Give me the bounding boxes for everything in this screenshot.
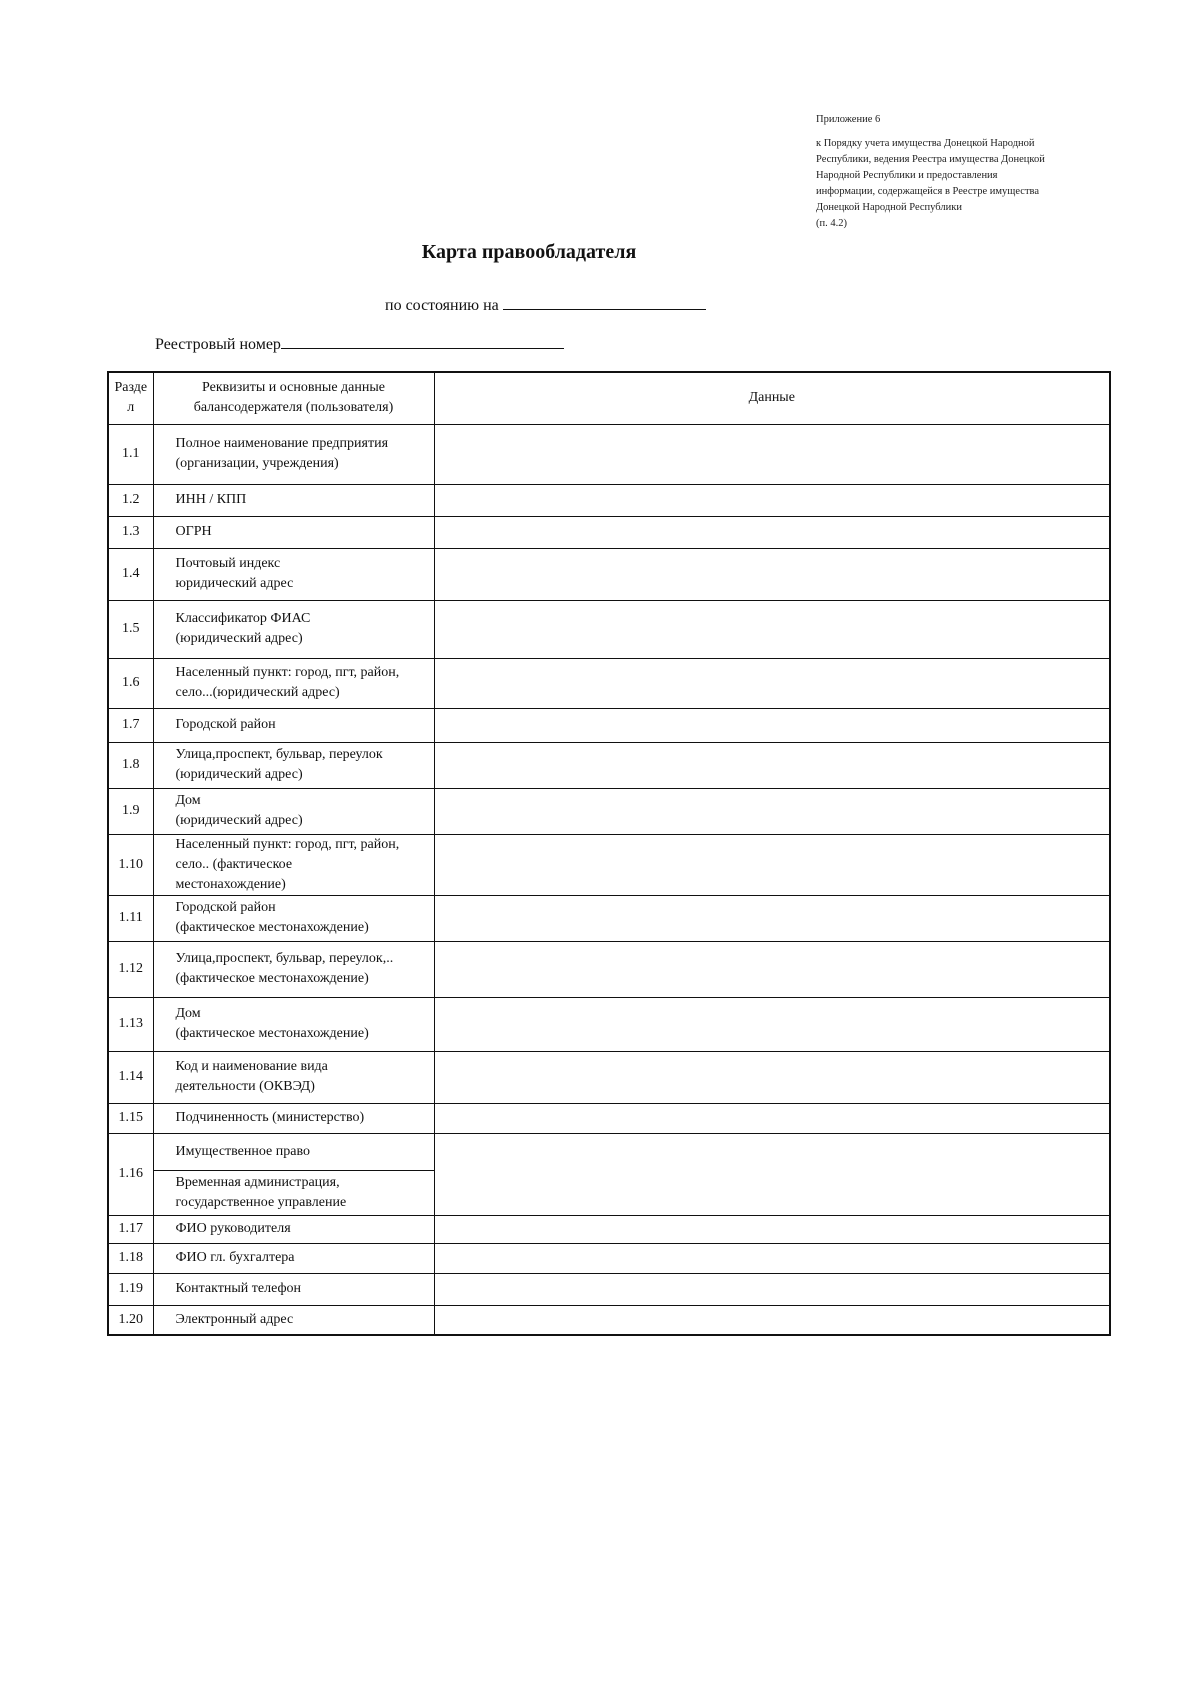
row-data-cell[interactable]: [434, 600, 1110, 658]
row-number: 1.2: [108, 484, 153, 516]
row-data-cell[interactable]: [434, 1051, 1110, 1103]
row-data-cell[interactable]: [434, 1273, 1110, 1305]
appendix-body: к Порядку учета имущества Донецкой Народной Республики, ведения Реестра имущества Донецкой Народной Республики и предоставления информации, содержащейся в Реестре имущества Донецкой Народной Республики (п. 4.2): [816, 138, 1045, 229]
row-number: 1.18: [108, 1243, 153, 1273]
table-row: [108, 941, 1110, 997]
rights-holder-table: [107, 371, 1111, 1336]
row-data-cell[interactable]: [434, 742, 1110, 788]
table-row: [108, 788, 1110, 834]
table-row: [108, 1133, 1110, 1215]
row-number: 1.11: [108, 895, 153, 941]
row-label: ФИО руководителя: [153, 1215, 434, 1243]
header-section: Разде л: [108, 372, 153, 424]
row-number: 1.14: [108, 1051, 153, 1103]
registry-number-blank-line[interactable]: [281, 332, 564, 349]
appendix-note: [816, 112, 1116, 232]
row-number: 1.8: [108, 742, 153, 788]
row-data-cell[interactable]: [434, 424, 1110, 484]
row-data-cell[interactable]: [434, 516, 1110, 548]
table-row: [108, 742, 1110, 788]
row-number: 1.1: [108, 424, 153, 484]
table-row: [108, 600, 1110, 658]
row-number: 1.3: [108, 516, 153, 548]
row-data-cell[interactable]: [434, 788, 1110, 834]
row-label: Населенный пункт: город, пгт, район, село.. (фактическое местонахождение): [153, 834, 434, 895]
row-number: 1.9: [108, 788, 153, 834]
table-row: [108, 895, 1110, 941]
row-number: 1.19: [108, 1273, 153, 1305]
table-row: [108, 424, 1110, 484]
row-data-cell[interactable]: [434, 548, 1110, 600]
row-data-cell[interactable]: [434, 997, 1110, 1051]
row-label: Классификатор ФИАС (юридический адрес): [153, 600, 434, 658]
row-label: Электронный адрес: [153, 1305, 434, 1335]
appendix-title: Приложение 6: [816, 114, 881, 125]
row-label: Полное наименование предприятия (организации, учреждения): [153, 424, 434, 484]
table-row: [108, 548, 1110, 600]
row-data-cell[interactable]: [434, 1243, 1110, 1273]
row-data-cell[interactable]: [434, 1103, 1110, 1133]
row-label-secondary: Временная администрация, государственное управление: [175, 1174, 347, 1210]
row-label: Имущественное право: [154, 1136, 434, 1171]
table-row: [108, 1273, 1110, 1305]
row-number: 1.13: [108, 997, 153, 1051]
row-number: 1.20: [108, 1305, 153, 1335]
row-label: Населенный пункт: город, пгт, район, село...(юридический адрес): [153, 658, 434, 708]
registry-number-field: [155, 332, 564, 354]
header-data: Данные: [434, 372, 1110, 424]
table-row: [108, 834, 1110, 895]
as-of-label: по состоянию на: [385, 297, 499, 314]
row-number: 1.5: [108, 600, 153, 658]
row-label: Дом (фактическое местонахождение): [153, 997, 434, 1051]
table-row: [108, 658, 1110, 708]
table-row: [108, 708, 1110, 742]
page-title: Карта правообладателя: [421, 241, 637, 263]
row-label: Код и наименование вида деятельности (ОКВЭД): [153, 1051, 434, 1103]
row-label: Улица,проспект, бульвар, переулок (юридический адрес): [153, 742, 434, 788]
table-row: [108, 1051, 1110, 1103]
row-number: 1.7: [108, 708, 153, 742]
as-of-blank-line[interactable]: [503, 293, 706, 310]
row-number: 1.4: [108, 548, 153, 600]
row-label: ИНН / КПП: [153, 484, 434, 516]
table-row: [108, 997, 1110, 1051]
row-label: ОГРН: [153, 516, 434, 548]
registry-number-label: Реестровый номер: [155, 336, 281, 353]
row-data-cell[interactable]: [434, 484, 1110, 516]
table-row: [108, 1215, 1110, 1243]
row-data-cell[interactable]: [434, 1133, 1110, 1215]
row-label: Улица,проспект, бульвар, переулок,.. (фактическое местонахождение): [153, 941, 434, 997]
row-data-cell[interactable]: [434, 1305, 1110, 1335]
header-details: Реквизиты и основные данные балансодержателя (пользователя): [153, 372, 434, 424]
row-label: Подчиненность (министерство): [153, 1103, 434, 1133]
table-row: [108, 1243, 1110, 1273]
row-data-cell[interactable]: [434, 658, 1110, 708]
row-data-cell[interactable]: [434, 708, 1110, 742]
row-label: ФИО гл. бухгалтера: [153, 1243, 434, 1273]
table-row: [108, 484, 1110, 516]
row-label: Контактный телефон: [153, 1273, 434, 1305]
row-data-cell[interactable]: [434, 941, 1110, 997]
row-label-group: [153, 1133, 434, 1215]
as-of-date-field: [385, 293, 706, 315]
row-label: Почтовый индекс юридический адрес: [153, 548, 434, 600]
table-row: [108, 516, 1110, 548]
row-data-cell[interactable]: [434, 834, 1110, 895]
row-number: 1.15: [108, 1103, 153, 1133]
row-label: Городской район: [153, 708, 434, 742]
row-data-cell[interactable]: [434, 1215, 1110, 1243]
row-number: 1.17: [108, 1215, 153, 1243]
row-label: Дом (юридический адрес): [153, 788, 434, 834]
row-number: 1.6: [108, 658, 153, 708]
table-header-row: [108, 372, 1110, 424]
row-data-cell[interactable]: [434, 895, 1110, 941]
table-row: [108, 1305, 1110, 1335]
table-row: [108, 1103, 1110, 1133]
row-label: Городской район (фактическое местонахождение): [153, 895, 434, 941]
row-number: 1.16: [108, 1133, 153, 1215]
row-number: 1.12: [108, 941, 153, 997]
row-number: 1.10: [108, 834, 153, 895]
